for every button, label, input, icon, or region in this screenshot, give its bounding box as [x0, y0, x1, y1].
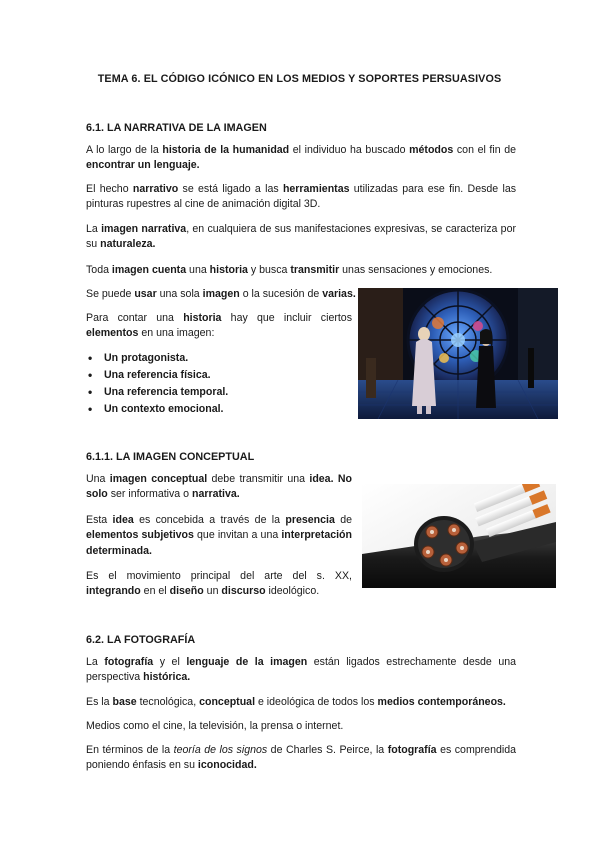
text-run: historia de la humanidad [162, 144, 290, 156]
paragraph [86, 655, 516, 686]
text-run: métodos [409, 144, 454, 156]
text-run: Es el movimiento principal del arte del s. XX, [86, 570, 352, 582]
text-run: La [86, 656, 105, 668]
text-run: naturaleza. [100, 238, 156, 251]
list-item: • Un contexto emocional. [86, 402, 228, 419]
text-run: Esta [86, 514, 113, 526]
revolver-cigarettes-image [362, 484, 556, 588]
text-run: A lo largo de la [86, 144, 163, 156]
text-run: una sola [156, 288, 203, 300]
text-run: y el [153, 656, 187, 668]
text-run: Es la [86, 696, 113, 708]
text-run: interpretación determinada. [86, 529, 352, 557]
text-run: El hecho [86, 183, 133, 195]
text-run: debe transmitir una [207, 473, 310, 485]
text-run: varias. [322, 288, 356, 300]
text-run: es comprendida poniendo énfasis en su [86, 744, 516, 772]
text-run: ser informativa o [107, 488, 192, 501]
text-run: Para contar una [86, 312, 184, 324]
paragraph [86, 311, 352, 342]
text-run: hay que incluir ciertos [221, 312, 352, 324]
page-title: TEMA 6. EL CÓDIGO ICÓNICO EN LOS MEDIOS Y SOPORTES PERSUASIVOS [97, 73, 502, 85]
text-run: integrando [86, 585, 141, 598]
text-run: teoría de los signos [173, 744, 268, 756]
text-run: histórica. [143, 671, 191, 684]
text-run: conceptual [199, 696, 256, 708]
text-run: y busca [247, 264, 291, 276]
text-run: se está ligado a las [178, 183, 283, 195]
text-run: narrativa. [191, 488, 240, 501]
text-run: discurso [221, 585, 266, 598]
text-run: En términos de la [86, 744, 174, 756]
section-heading-narrativa: 6.1. LA NARRATIVA DE LA IMAGEN [86, 122, 267, 134]
text-run: idea [112, 514, 134, 526]
text-run: tecnológica, [136, 696, 200, 708]
paragraph [86, 695, 516, 710]
text-run: de Charles S. Peirce, la [267, 744, 388, 756]
text-run: transmitir [290, 264, 340, 276]
list-item: • Un protagonista. [86, 351, 228, 368]
text-run: encontrar un lenguaje. [86, 159, 200, 172]
text-run: en el [140, 585, 170, 598]
paragraph [86, 513, 352, 559]
text-run: Toda [86, 264, 112, 276]
text-run: ideológico. [265, 585, 320, 598]
text-run: historia [209, 264, 248, 276]
text-run: el individuo ha buscado [289, 144, 410, 156]
text-run: en una imagen: [138, 327, 215, 340]
text-run: Una [86, 473, 110, 485]
section-heading-fotografia: 6.2. LA FOTOGRAFÍA [86, 634, 196, 646]
text-run: idea. No solo [86, 473, 352, 501]
text-run: de [334, 514, 352, 526]
text-run: iconocidad. [197, 759, 257, 772]
text-run: fotografía [104, 656, 154, 668]
text-run: elementos subjetivos [86, 529, 194, 542]
revolver-cigarettes-illustration [362, 484, 556, 588]
paragraph [86, 182, 516, 213]
text-run: imagen conceptual [109, 473, 208, 485]
paragraph [86, 743, 516, 774]
text-run: que invitan a una [193, 529, 282, 542]
elements-list [86, 351, 228, 419]
text-run: e ideológica de todos los [255, 696, 378, 708]
film-still-image [358, 288, 558, 419]
text-run: narrativo [132, 183, 179, 195]
text-run: fotografía [387, 744, 437, 756]
paragraph [86, 263, 516, 278]
paragraph [86, 222, 516, 253]
text-run: Medios como el cine, la televisión, la prensa o internet. [86, 720, 344, 732]
text-run: están ligados estrechamente desde una perspectiva [86, 656, 516, 684]
paragraph [86, 472, 352, 503]
text-run: lenguaje de la imagen [186, 656, 308, 668]
text-run: o la sucesión de [239, 288, 323, 300]
text-run: imagen [202, 288, 240, 300]
text-run: imagen cuenta [111, 264, 187, 276]
text-run: base [112, 696, 137, 708]
paragraph [86, 569, 352, 600]
text-run: usar [134, 288, 157, 300]
text-run: presencia [285, 514, 335, 526]
list-item: • Una referencia temporal. [86, 385, 228, 402]
paragraph [86, 143, 516, 174]
text-run: diseño [169, 585, 204, 598]
paragraph [86, 719, 516, 734]
text-run: con el fin de [453, 144, 516, 156]
text-run: Se puede [86, 288, 135, 300]
stained-glass-scene-illustration [358, 288, 558, 419]
text-run: herramientas [282, 183, 350, 195]
section-heading-imagen-conceptual: 6.1.1. LA IMAGEN CONCEPTUAL [86, 451, 255, 463]
text-run: una [186, 264, 210, 276]
text-run: La [86, 223, 102, 235]
text-run: imagen narrativa [101, 223, 187, 235]
text-run: medios contemporáneos. [377, 696, 506, 708]
text-run: un [203, 585, 222, 598]
text-run: es concebida a través de la [133, 514, 286, 526]
text-run: , en cualquiera de sus manifestaciones expresivas, se caracteriza por su [86, 223, 516, 251]
text-run: historia [183, 312, 222, 324]
text-run: elementos [86, 327, 139, 340]
text-run: utilizadas para ese fin. Desde las pinturas rupestres al cine de animación digital 3D. [86, 183, 517, 211]
text-run: unas sensaciones y emociones. [339, 264, 493, 276]
list-item: • Una referencia física. [86, 368, 228, 385]
